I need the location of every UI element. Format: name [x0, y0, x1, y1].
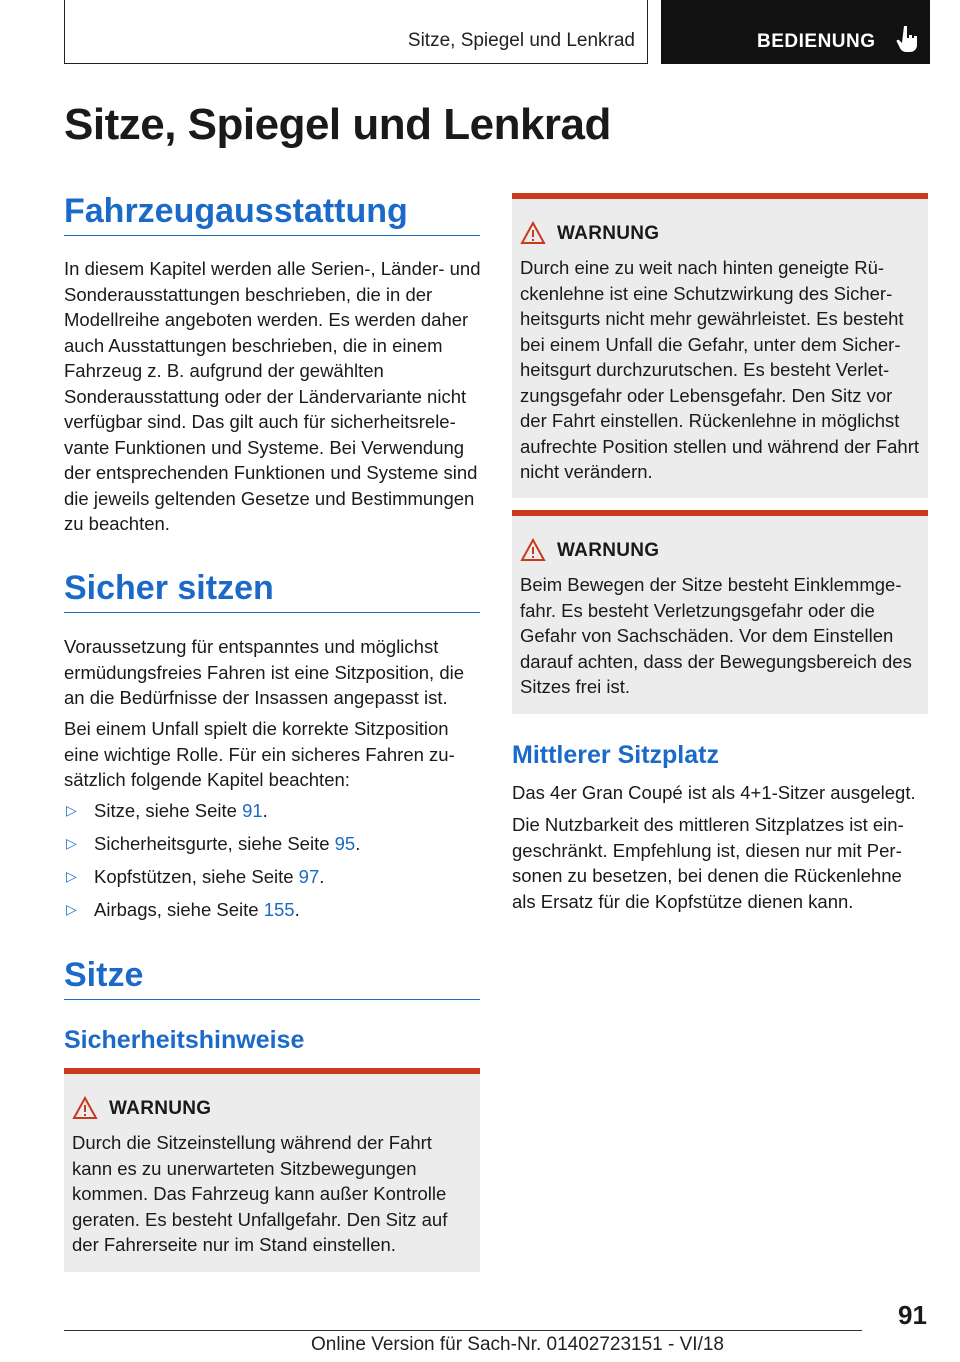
footer-divider	[64, 1330, 862, 1331]
mittlerer-sitzplatz-text-1: Das 4er Gran Coupé ist als 4+1-Sitzer ausgelegt.	[512, 782, 916, 803]
list-item: ▷ Sicherheitsgurte, siehe Seite 95.	[64, 831, 480, 864]
warning-box	[64, 1068, 480, 1272]
footer-online-version: Online Version für Sach-Nr. 01402723151 - VI/18	[311, 1334, 724, 1355]
page-link[interactable]: 91	[242, 800, 263, 821]
warning-triangle-icon	[520, 538, 546, 562]
list-item: ▷ Kopfstützen, siehe Seite 97.	[64, 864, 480, 897]
warning-text: Durch die Sitzeinstellung während der Fahrt kann es zu unerwarteten Sitzbewegungen kommen. Das Fahrzeug kann außer Kontrolle geraten. Es besteht Unfallgefahr. Den Sitz auf der Fahrerseite nur im Stand einstellen.	[72, 1132, 448, 1255]
list-item: ▷ Sitze, siehe Seite 91.	[64, 798, 480, 831]
header-chapter-label: BEDIENUNG	[757, 31, 876, 52]
triangle-bullet-icon: ▷	[66, 868, 77, 884]
warning-text: Beim Bewegen der Sitze besteht Einklemmgefahr. Es besteht Verletzungsgefahr oder die Gefahr von Sachschäden. Vor dem Einstellen darauf achten, dass der Bewegungsbereich des Sitzes frei ist.	[520, 574, 912, 697]
page-link[interactable]: 97	[298, 866, 320, 887]
sicher-sitzen-text-1: Voraussetzung für entspanntes und möglichst ermüdungsfreies Fahren ist eine Sitzposition, die an die Bedürfnisse der Insassen angepasst ist.	[64, 636, 465, 708]
triangle-bullet-icon: ▷	[66, 802, 77, 818]
warning-box	[512, 193, 928, 498]
header-chapter-tab[interactable]	[661, 0, 930, 64]
warning-triangle-icon	[72, 1096, 98, 1120]
mittlerer-sitzplatz-text-2: Die Nutzbarkeit des mittleren Sitzplatzes ist eingeschränkt. Empfehlung ist, diesen nur mit Personen zu besetzen, bei denen die Rückenlehne als Ersatz für die Kopfstütze dienen kann.	[512, 814, 904, 912]
heading-fahrzeugausstattung: Fahrzeugausstattung	[64, 192, 480, 236]
list-item: ▷ Airbags, siehe Seite 155.	[64, 897, 480, 930]
triangle-bullet-icon: ▷	[66, 901, 77, 917]
warning-label: WARNUNG	[109, 1098, 212, 1119]
warning-box	[512, 510, 928, 714]
fahrzeugausstattung-text: In diesem Kapitel werden alle Serien-, Länder- und Sonderausstattungen beschrieben, die in der Modellreihe angeboten werden. Es werden daher auch Ausstattungen beschrieben, die in einem Fahrzeug z. B. aufgrund der gewählten Sonderausstattung oder der Ländervariante nicht verfügbar sind. Das gilt auch für sicherheitsrelevante Funktionen und Systeme. Bei Verwendung der entsprechenden Funktionen und Systeme sind die jeweils geltenden Gesetze und Bestimmungen zu beachten.	[64, 258, 481, 534]
heading-sicherheitshinweise: Sicherheitshinweise	[64, 1026, 305, 1054]
page-link[interactable]: 95	[334, 833, 356, 854]
pointing-hand-icon	[895, 24, 921, 54]
header-section-box	[64, 0, 648, 64]
warning-text: Durch eine zu weit nach hinten geneigte Rückenlehne ist eine Schutzwirkung des Sicherheitsgurts nicht mehr gewährleistet. Es besteht bei einem Unfall die Gefahr, unter dem Sicherheitsgurt durchzurutschen. Es besteht Verletzungsgefahr oder Lebensgefahr. Den Sitz vor der Fahrt einstellen. Rückenlehne in möglichst aufrechte Position stellen und während der Fahrt nicht verändern.	[520, 257, 920, 482]
triangle-bullet-icon: ▷	[66, 835, 77, 851]
heading-sicher-sitzen: Sicher sitzen	[64, 569, 480, 613]
page-title: Sitze, Spiegel und Lenkrad	[64, 100, 611, 149]
warning-label: WARNUNG	[557, 223, 660, 244]
header-section-title: Sitze, Spiegel und Lenkrad	[407, 30, 635, 51]
page-number: 91	[898, 1300, 927, 1330]
warning-label: WARNUNG	[557, 540, 660, 561]
heading-mittlerer-sitzplatz: Mittlerer Sitzplatz	[512, 741, 719, 769]
warning-triangle-icon	[520, 221, 546, 245]
sicher-sitzen-text-2: Bei einem Unfall spielt die korrekte Sitzposition eine wichtige Rolle. Für ein sicheres Fahren zusätzlich folgende Kapitel beachten:	[64, 718, 455, 790]
heading-sitze: Sitze	[64, 956, 480, 1000]
chapter-reference-list	[64, 798, 480, 930]
page-link[interactable]: 155	[263, 899, 295, 920]
